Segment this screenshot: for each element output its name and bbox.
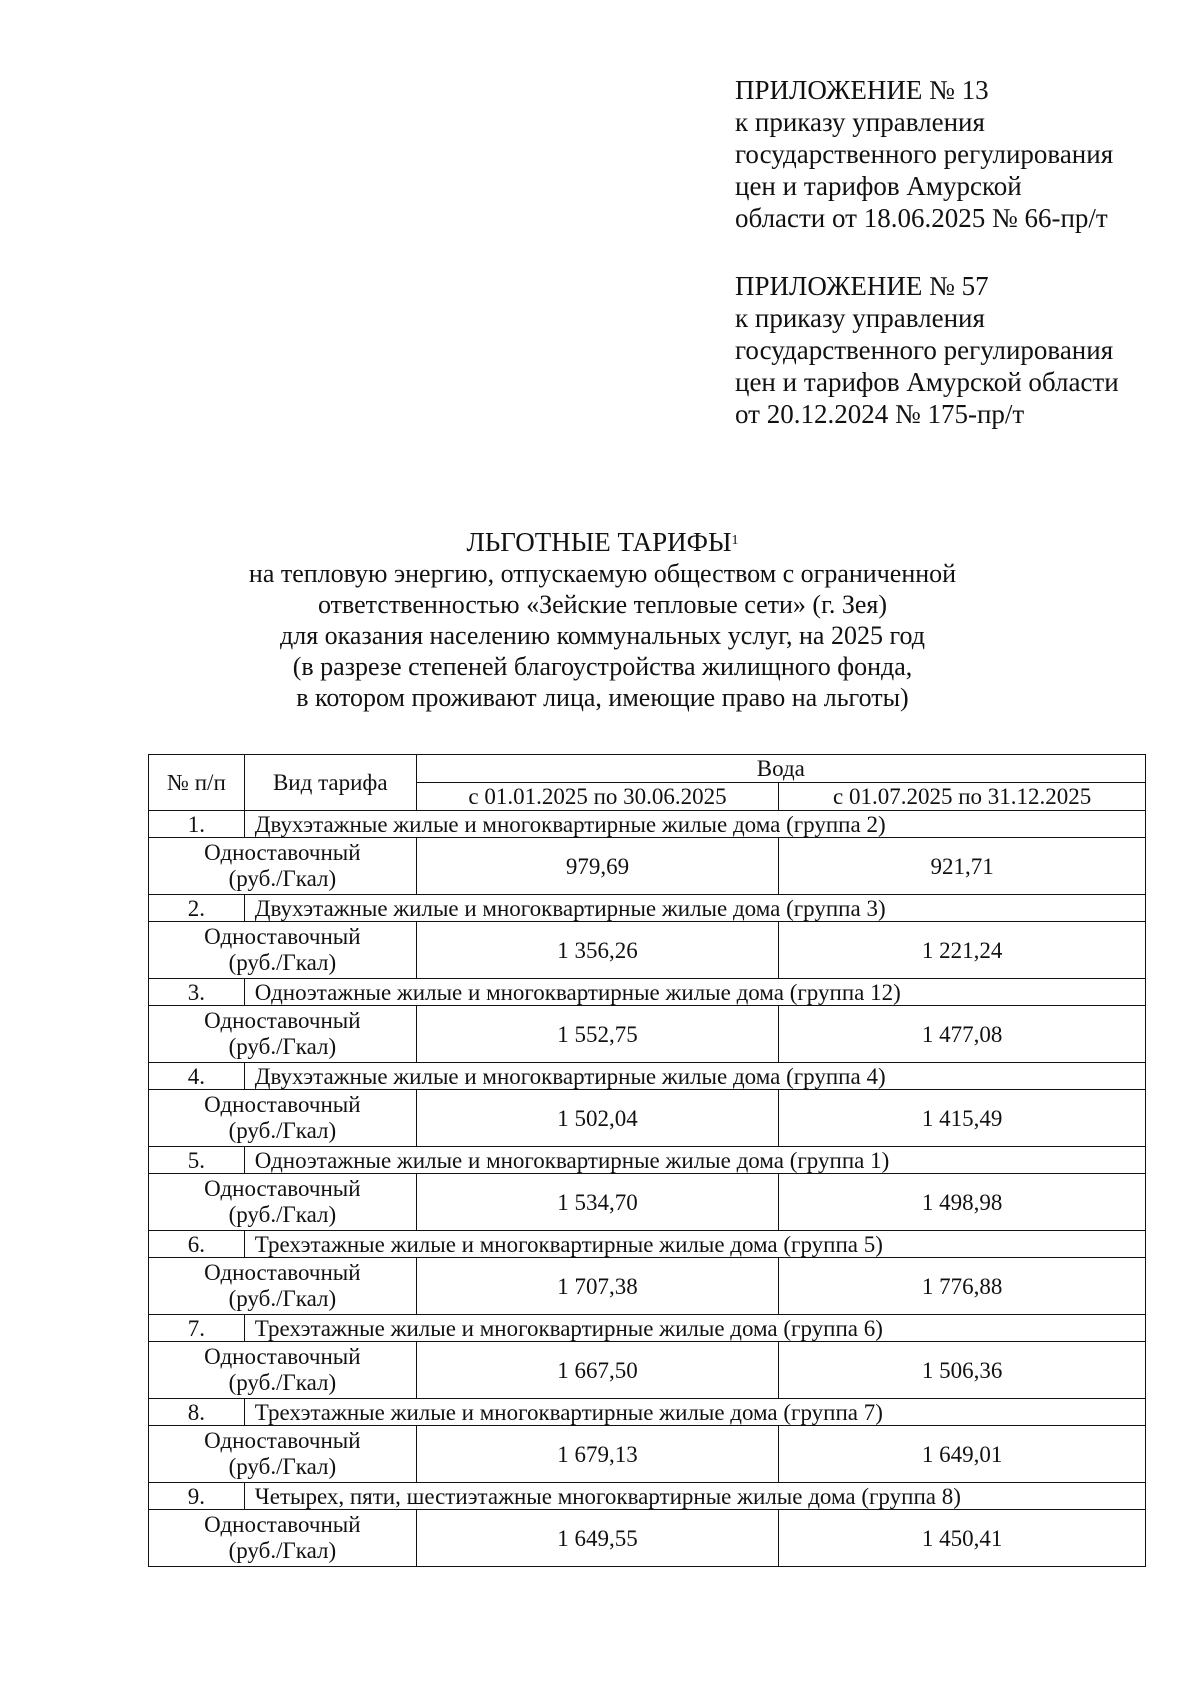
tariff-unit-label: (руб./Гкал) xyxy=(228,1034,337,1059)
tariff-type-label: Одноставочный xyxy=(204,840,361,865)
annex-13-line: к приказу управления xyxy=(735,107,985,137)
annex-57-heading xyxy=(735,270,1119,430)
tariff-table xyxy=(148,754,1146,1567)
tariff-type-label: Одноставочный xyxy=(204,1260,361,1285)
title-subline: (в разрезе степеней благоустройства жилищного фонда, xyxy=(292,652,913,681)
tariff-unit-label: (руб./Гкал) xyxy=(228,950,337,975)
tariff-unit-label: (руб./Гкал) xyxy=(228,1286,337,1311)
group-row xyxy=(149,979,1146,1006)
annex-13-line: области от 18.06.2025 № 66-пр/т xyxy=(735,203,1108,233)
housing-group-title: Одноэтажные жилые и многоквартирные жилые дома (группа 1) xyxy=(244,1147,1145,1174)
title-subline: в котором проживают лица, имеющие право на льготы) xyxy=(296,683,909,712)
tariff-row xyxy=(149,1090,1146,1147)
title-subline: для оказания населению коммунальных услуг, на 2025 год xyxy=(280,621,925,650)
tariff-value-period-1: 979,69 xyxy=(416,838,779,895)
row-number: 9. xyxy=(149,1483,245,1510)
header-tariff-type: Вид тарифа xyxy=(244,755,416,811)
document-title xyxy=(150,527,1055,558)
housing-group-title: Четырех, пяти, шестиэтажные многоквартирные жилые дома (группа 8) xyxy=(244,1483,1145,1510)
tariff-value-period-1: 1 502,04 xyxy=(416,1090,779,1147)
row-number: 4. xyxy=(149,1063,245,1090)
header-period-1: с 01.01.2025 по 30.06.2025 xyxy=(416,783,779,811)
row-number: 6. xyxy=(149,1231,245,1258)
tariff-value-period-2: 1 649,01 xyxy=(779,1426,1146,1483)
tariff-unit-label: (руб./Гкал) xyxy=(228,1370,337,1395)
tariff-row xyxy=(149,1006,1146,1063)
annex-57-line: ПРИЛОЖЕНИЕ № 57 xyxy=(735,271,989,301)
tariff-type-label: Одноставочный xyxy=(204,1512,361,1537)
annex-57-line: цен и тарифов Амурской области xyxy=(735,367,1119,397)
annex-57-line: к приказу управления xyxy=(735,303,985,333)
tariff-unit-label: (руб./Гкал) xyxy=(228,1454,337,1479)
annex-13-line: ПРИЛОЖЕНИЕ № 13 xyxy=(735,75,989,105)
tariff-row xyxy=(149,838,1146,895)
group-row xyxy=(149,1483,1146,1510)
row-number: 2. xyxy=(149,895,245,922)
tariff-value-period-1: 1 552,75 xyxy=(416,1006,779,1063)
housing-group-title: Двухэтажные жилые и многоквартирные жилые дома (группа 2) xyxy=(244,811,1145,838)
tariff-type-label: Одноставочный xyxy=(204,924,361,949)
tariff-row xyxy=(149,922,1146,979)
tariff-unit-label: (руб./Гкал) xyxy=(228,1202,337,1227)
tariff-value-period-1: 1 649,55 xyxy=(416,1510,779,1567)
tariff-row xyxy=(149,1174,1146,1231)
tariff-value-period-2: 1 221,24 xyxy=(779,922,1146,979)
tariff-table-body xyxy=(149,811,1146,1567)
tariff-type-label: Одноставочный xyxy=(204,1344,361,1369)
row-number: 5. xyxy=(149,1147,245,1174)
tariff-value-period-1: 1 707,38 xyxy=(416,1258,779,1315)
group-row xyxy=(149,1147,1146,1174)
housing-group-title: Двухэтажные жилые и многоквартирные жилые дома (группа 3) xyxy=(244,895,1145,922)
group-row xyxy=(149,811,1146,838)
header-period-2: с 01.07.2025 по 31.12.2025 xyxy=(779,783,1146,811)
tariff-value-period-2: 1 477,08 xyxy=(779,1006,1146,1063)
annex-13-line: государственного регулирования xyxy=(735,139,1114,169)
housing-group-title: Двухэтажные жилые и многоквартирные жилые дома (группа 4) xyxy=(244,1063,1145,1090)
group-row xyxy=(149,1399,1146,1426)
tariff-value-period-2: 921,71 xyxy=(779,838,1146,895)
header-number: № п/п xyxy=(149,755,245,811)
group-row xyxy=(149,1231,1146,1258)
tariff-row xyxy=(149,1426,1146,1483)
housing-group-title: Трехэтажные жилые и многоквартирные жилые дома (группа 6) xyxy=(244,1315,1145,1342)
title-footnote-mark: 1 xyxy=(731,533,739,548)
document-title-text: ЛЬГОТНЫЕ ТАРИФЫ xyxy=(466,527,732,557)
housing-group-title: Трехэтажные жилые и многоквартирные жилые дома (группа 5) xyxy=(244,1231,1145,1258)
row-number: 8. xyxy=(149,1399,245,1426)
row-number: 7. xyxy=(149,1315,245,1342)
housing-group-title: Одноэтажные жилые и многоквартирные жилые дома (группа 12) xyxy=(244,979,1145,1006)
tariff-type-label: Одноставочный xyxy=(204,1428,361,1453)
tariff-type-cell xyxy=(149,1258,417,1315)
housing-group-title: Трехэтажные жилые и многоквартирные жилые дома (группа 7) xyxy=(244,1399,1145,1426)
tariff-value-period-2: 1 506,36 xyxy=(779,1342,1146,1399)
tariff-type-cell xyxy=(149,1342,417,1399)
tariff-row xyxy=(149,1342,1146,1399)
annex-13-heading xyxy=(735,74,1113,234)
title-subline: ответственностью «Зейские тепловые сети» (г. Зея) xyxy=(317,590,888,619)
tariff-type-label: Одноставочный xyxy=(204,1008,361,1033)
header-water: Вода xyxy=(416,755,1145,783)
tariff-type-cell xyxy=(149,1510,417,1567)
tariff-value-period-2: 1 450,41 xyxy=(779,1510,1146,1567)
tariff-type-cell xyxy=(149,922,417,979)
tariff-type-label: Одноставочный xyxy=(204,1176,361,1201)
tariff-row xyxy=(149,1510,1146,1567)
tariff-value-period-1: 1 356,26 xyxy=(416,922,779,979)
title-subline: на тепловую энергию, отпускаемую обществом с ограниченной xyxy=(248,559,957,588)
tariff-value-period-2: 1 498,98 xyxy=(779,1174,1146,1231)
tariff-type-label: Одноставочный xyxy=(204,1092,361,1117)
tariff-value-period-1: 1 679,13 xyxy=(416,1426,779,1483)
group-row xyxy=(149,1063,1146,1090)
tariff-type-cell xyxy=(149,838,417,895)
tariff-type-cell xyxy=(149,1426,417,1483)
document-title-block xyxy=(150,527,1055,713)
tariff-type-cell xyxy=(149,1174,417,1231)
group-row xyxy=(149,895,1146,922)
tariff-value-period-2: 1 776,88 xyxy=(779,1258,1146,1315)
row-number: 1. xyxy=(149,811,245,838)
tariff-type-cell xyxy=(149,1090,417,1147)
tariff-unit-label: (руб./Гкал) xyxy=(228,1538,337,1563)
annex-57-line: от 20.12.2024 № 175-пр/т xyxy=(735,399,1025,429)
tariff-value-period-2: 1 415,49 xyxy=(779,1090,1146,1147)
annex-57-line: государственного регулирования xyxy=(735,335,1114,365)
annex-13-line: цен и тарифов Амурской xyxy=(735,171,1022,201)
tariff-unit-label: (руб./Гкал) xyxy=(228,1118,337,1143)
tariff-value-period-1: 1 534,70 xyxy=(416,1174,779,1231)
tariff-type-cell xyxy=(149,1006,417,1063)
tariff-unit-label: (руб./Гкал) xyxy=(228,866,337,891)
tariff-value-period-1: 1 667,50 xyxy=(416,1342,779,1399)
row-number: 3. xyxy=(149,979,245,1006)
tariff-row xyxy=(149,1258,1146,1315)
group-row xyxy=(149,1315,1146,1342)
